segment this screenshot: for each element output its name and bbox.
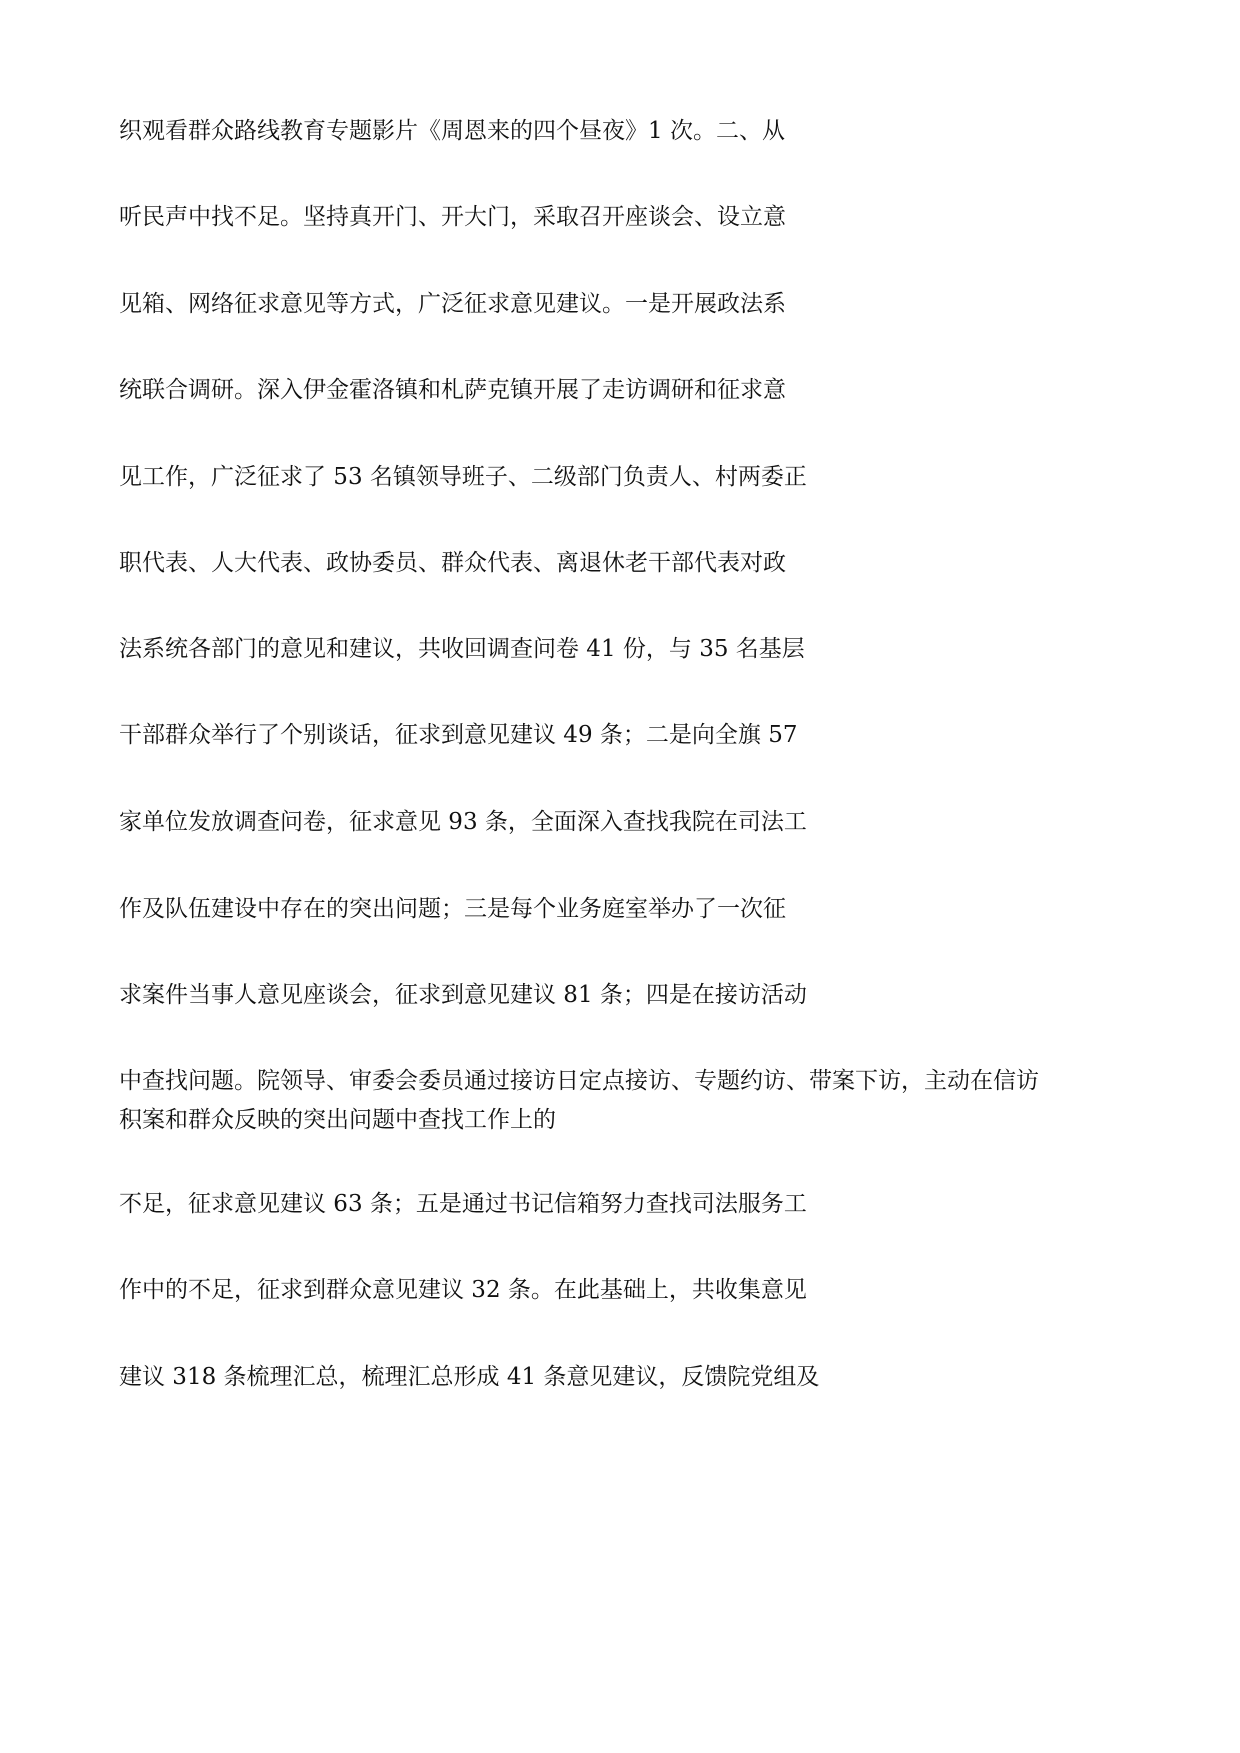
text-line: 见箱、网络征求意见等方式，广泛征求意见建议。一是开展政法系 <box>119 291 786 317</box>
text-line: 干部群众举行了个别谈话，征求到意见建议 49 条；二是向全旗 57 <box>119 722 798 748</box>
text-line: 职代表、人大代表、政协委员、群众代表、离退休老干部代表对政 <box>119 550 786 576</box>
text-line: 积案和群众反映的突出问题中查找工作上的 <box>119 1107 556 1133</box>
text-line: 作及队伍建设中存在的突出问题；三是每个业务庭室举办了一次征 <box>119 896 786 922</box>
text-line: 建议 318 条梳理汇总，梳理汇总形成 41 条意见建议，反馈院党组及 <box>119 1364 820 1390</box>
text-line: 统联合调研。深入伊金霍洛镇和札萨克镇开展了走访调研和征求意 <box>119 377 786 403</box>
text-line: 家单位发放调查问卷，征求意见 93 条，全面深入查找我院在司法工 <box>119 809 807 835</box>
text-line: 求案件当事人意见座谈会，征求到意见建议 81 条；四是在接访活动 <box>119 982 807 1008</box>
text-line: 不足，征求意见建议 63 条；五是通过书记信箱努力查找司法服务工 <box>119 1191 807 1217</box>
text-line: 织观看群众路线教育专题影片《周恩来的四个昼夜》1 次。二、从 <box>119 118 785 144</box>
text-line: 见工作，广泛征求了 53 名镇领导班子、二级部门负责人、村两委正 <box>119 464 807 490</box>
text-line: 听民声中找不足。坚持真开门、开大门，采取召开座谈会、设立意 <box>119 204 786 230</box>
text-line: 法系统各部门的意见和建议，共收回调查问卷 41 份，与 35 名基层 <box>119 636 805 662</box>
text-line: 中查找问题。院领导、审委会委员通过接访日定点接访、专题约访、带案下访，主动在信访 <box>119 1068 1039 1094</box>
text-line: 作中的不足，征求到群众意见建议 32 条。在此基础上，共收集意见 <box>119 1277 807 1303</box>
